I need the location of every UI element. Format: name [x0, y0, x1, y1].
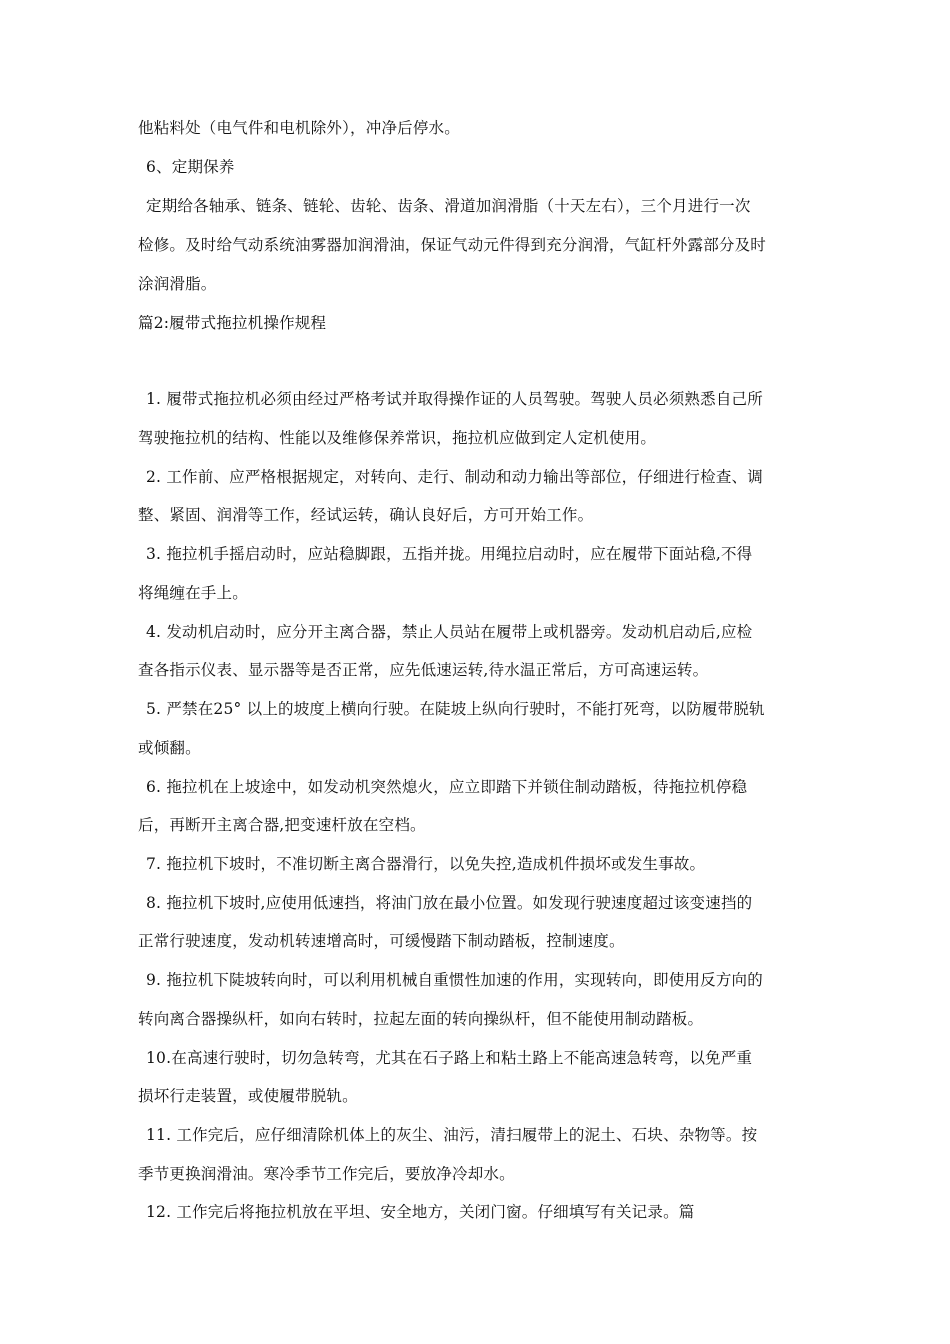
rule-item-3: 3. 拖拉机手摇启动时，应站稳脚跟，五指并拢。用绳拉启动时，应在履带下面站稳,不得: [146, 545, 753, 563]
text-line: 将绳缠在手上。: [138, 584, 248, 602]
rule-item-10: 10.在高速行驶时，切勿急转弯，尤其在石子路上和粘土路上不能高速急转弯，以免严重: [146, 1049, 753, 1067]
text-line: 季节更换润滑油。寒冷季节工作完后，要放净冷却水。: [138, 1165, 515, 1183]
text-line: 或倾翻。: [138, 739, 201, 757]
text-line: 损坏行走装置，或使履带脱轨。: [138, 1087, 358, 1105]
rule-item-8: 8. 拖拉机下坡时,应使用低速挡，将油门放在最小位置。如发现行驶速度超过该变速挡的: [146, 894, 753, 912]
rule-item-4: 4. 发动机启动时，应分开主离合器，禁止人员站在履带上或机器旁。发动机启动后,应检: [146, 623, 753, 641]
text-line: 驾驶拖拉机的结构、性能以及维修保养常识，拖拉机应做到定人定机使用。: [138, 429, 657, 447]
text-line: 检修。及时给气动系统油雾器加润滑油，保证气动元件得到充分润滑，气缸杆外露部分及时: [138, 236, 767, 254]
text-line: 他粘料处（电气件和电机除外），冲净后停水。: [138, 119, 460, 137]
rule-item-9: 9. 拖拉机下陡坡转向时，可以利用机械自重惯性加速的作用，实现转向，即使用反方向的: [146, 971, 763, 989]
rule-item-6: 6. 拖拉机在上坡途中，如发动机突然熄火，应立即踏下并锁住制动踏板，待拖拉机停稳: [146, 778, 748, 796]
rule-item-11: 11. 工作完后，应仔细清除机体上的灰尘、油污，清扫履带上的泥土、石块、杂物等。按: [146, 1126, 758, 1144]
text-line: 整、紧固、润滑等工作，经试运转，确认良好后，方可开始工作。: [138, 506, 594, 524]
text-line: 正常行驶速度，发动机转速增高时，可缓慢踏下制动踏板，控制速度。: [138, 932, 625, 950]
rule-item-2: 2. 工作前、应严格根据规定，对转向、走行、制动和动力输出等部位，仔细进行检查、调: [146, 468, 763, 486]
rule-item-1: 1. 履带式拖拉机必须由经过严格考试并取得操作证的人员驾驶。驾驶人员必须熟悉自己所: [146, 390, 763, 408]
rule-item-5: 5. 严禁在25° 以上的坡度上横向行驶。在陡坡上纵向行驶时，不能打死弯，以防履带脱轨: [146, 700, 765, 718]
text-line: 后，再断开主离合器,把变速杆放在空档。: [138, 816, 426, 834]
rule-item-12: 12. 工作完后将拖拉机放在平坦、安全地方，关闭门窗。仔细填写有关记录。篇: [146, 1203, 695, 1221]
text-line: 定期给各轴承、链条、链轮、齿轮、齿条、滑道加润滑脂（十天左右），三个月进行一次: [146, 197, 751, 215]
text-line: 查各指示仪表、显示器等是否正常，应先低速运转,待水温正常后，方可高速运转。: [138, 661, 709, 679]
rule-item-7: 7. 拖拉机下坡时，不准切断主离合器滑行，以免失控,造成机件损坏或发生事故。: [146, 855, 706, 873]
chapter-title: 篇2:履带式拖拉机操作规程: [138, 314, 327, 332]
text-line: 涂润滑脂。: [138, 275, 217, 293]
section-heading: 6、定期保养: [146, 158, 235, 176]
text-line: 转向离合器操纵杆，如向右转时，拉起左面的转向操纵杆，但不能使用制动踏板。: [138, 1010, 704, 1028]
